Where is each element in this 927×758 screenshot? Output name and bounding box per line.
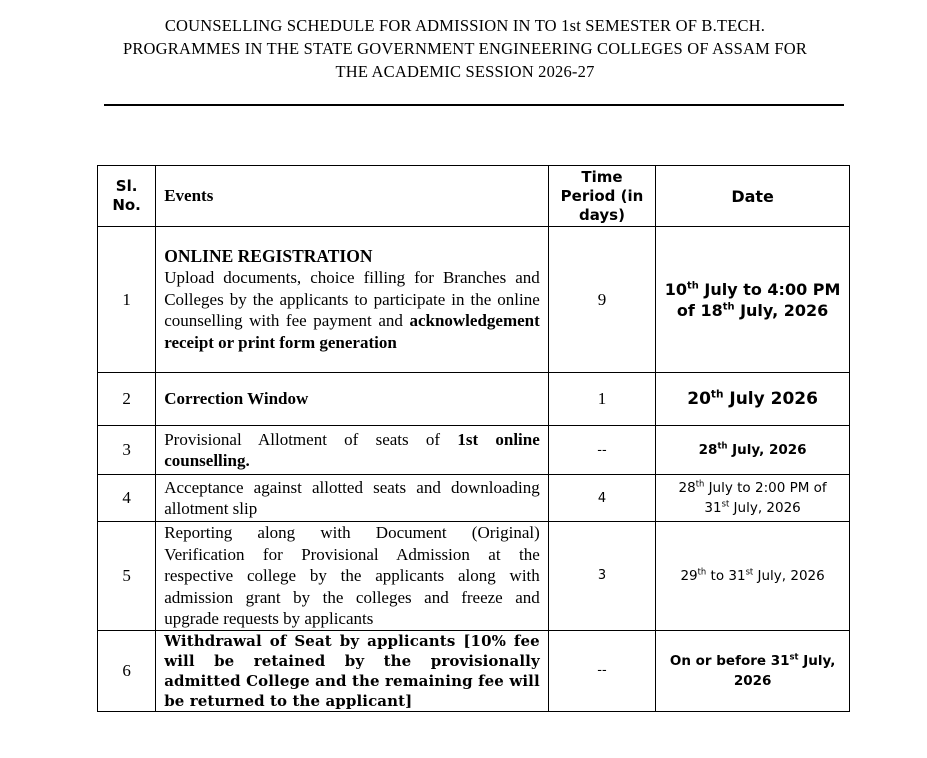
row-time-period: 1 xyxy=(548,373,655,426)
sl-header-line1: Sl. xyxy=(115,177,138,195)
title-line-3: THE ACADEMIC SESSION 2026-27 xyxy=(335,62,595,81)
date-rest: July, xyxy=(798,652,836,669)
date-suffix: st xyxy=(745,566,754,577)
document-title xyxy=(60,14,870,83)
date-year: 2026 xyxy=(733,672,772,689)
date-mid: July to 2:00 PM of xyxy=(704,480,827,496)
row-time-period: 4 xyxy=(548,475,655,522)
date-end: July, 2026 xyxy=(753,567,825,584)
row-sl: 2 xyxy=(98,373,156,426)
date-day: 20 xyxy=(687,388,711,409)
date-end: July, 2026 xyxy=(729,500,801,516)
date-suffix: th xyxy=(722,301,735,313)
date-rest: July 2026 xyxy=(723,388,818,409)
counselling-schedule-table xyxy=(97,165,850,712)
date-suffix: th xyxy=(697,566,707,577)
table-row xyxy=(98,522,850,631)
title-line-2: PROGRAMMES IN THE STATE GOVERNMENT ENGINEERING COLLEGES OF ASSAM FOR xyxy=(122,39,808,58)
date-header: Date xyxy=(656,166,850,227)
row-sl: 1 xyxy=(98,227,156,373)
sl-header-line2: No. xyxy=(112,196,141,214)
row-date xyxy=(656,227,850,373)
date-pre: On or before 31 xyxy=(669,652,790,669)
row-sl: 6 xyxy=(98,630,156,711)
date-end: July, 2026 xyxy=(734,300,829,320)
date-suffix: th xyxy=(717,440,728,451)
time-header-line3: days) xyxy=(579,205,625,224)
table-row xyxy=(98,426,850,475)
row-date xyxy=(656,522,850,631)
event-bold-text: acknowledgement receipt or print form generation xyxy=(164,311,540,352)
date-rest: July, 2026 xyxy=(727,442,807,458)
event-title: ONLINE REGISTRATION xyxy=(164,245,373,266)
row-event: Withdrawal of Seat by applicants [10% fee will be retained by the provisionally admitted College and the remaining fee will be returned to the applicant] xyxy=(156,630,549,711)
time-period-header xyxy=(548,166,655,227)
row-event xyxy=(156,373,549,426)
date-day: 29 xyxy=(680,567,698,584)
date-day: 10 xyxy=(664,279,688,299)
date-suffix: th xyxy=(710,387,724,400)
row-event: Acceptance against allotted seats and downloading allotment slip xyxy=(156,475,549,522)
event-text: Provisional Allotment of seats of xyxy=(164,429,441,449)
table-header-row xyxy=(98,166,850,227)
row-time-period: 3 xyxy=(548,522,655,631)
row-time-period: -- xyxy=(548,426,655,475)
row-sl: 3 xyxy=(98,426,156,475)
row-event xyxy=(156,227,549,373)
date-suffix: th xyxy=(687,280,699,292)
event-text: Correction Window xyxy=(164,389,309,409)
date-day: 28 xyxy=(678,480,696,496)
event-bold-text: 1st online counselling. xyxy=(164,429,540,470)
date-mid: July to 4:00 PM of 18 xyxy=(676,279,841,320)
event-text: Upload documents, choice filling for Branches and Colleges by the applicants to participate in the online counselling with fee payment and xyxy=(164,268,540,331)
row-event: Reporting along with Document (Original) Verification for Provisional Admission at the respective college by the applicants along with admission grant by the colleges and freeze and upgrade requests by applicants xyxy=(156,522,549,631)
events-header: Events xyxy=(156,166,549,227)
table-row xyxy=(98,475,850,522)
row-sl: 4 xyxy=(98,475,156,522)
date-day: 28 xyxy=(698,442,718,458)
row-event xyxy=(156,426,549,475)
date-suffix: st xyxy=(721,498,730,509)
time-header-line1: Time xyxy=(581,167,623,186)
sl-no-header xyxy=(98,166,156,227)
row-date xyxy=(656,373,850,426)
row-time-period: -- xyxy=(548,630,655,711)
table-row xyxy=(98,630,850,711)
title-divider xyxy=(104,104,844,106)
title-line-1: COUNSELLING SCHEDULE FOR ADMISSION IN TO 1st SEMESTER OF B.TECH. xyxy=(164,16,766,35)
row-date xyxy=(656,475,850,522)
date-day: 31 xyxy=(704,500,722,516)
row-time-period: 9 xyxy=(548,227,655,373)
date-suffix: th xyxy=(695,478,705,489)
table-row xyxy=(98,373,850,426)
row-date xyxy=(656,630,850,711)
table-row xyxy=(98,227,850,373)
time-header-line2: Period (in xyxy=(560,186,644,205)
date-suffix: st xyxy=(789,651,799,661)
row-date xyxy=(656,426,850,475)
date-mid: to 31 xyxy=(706,567,746,584)
row-sl: 5 xyxy=(98,522,156,631)
